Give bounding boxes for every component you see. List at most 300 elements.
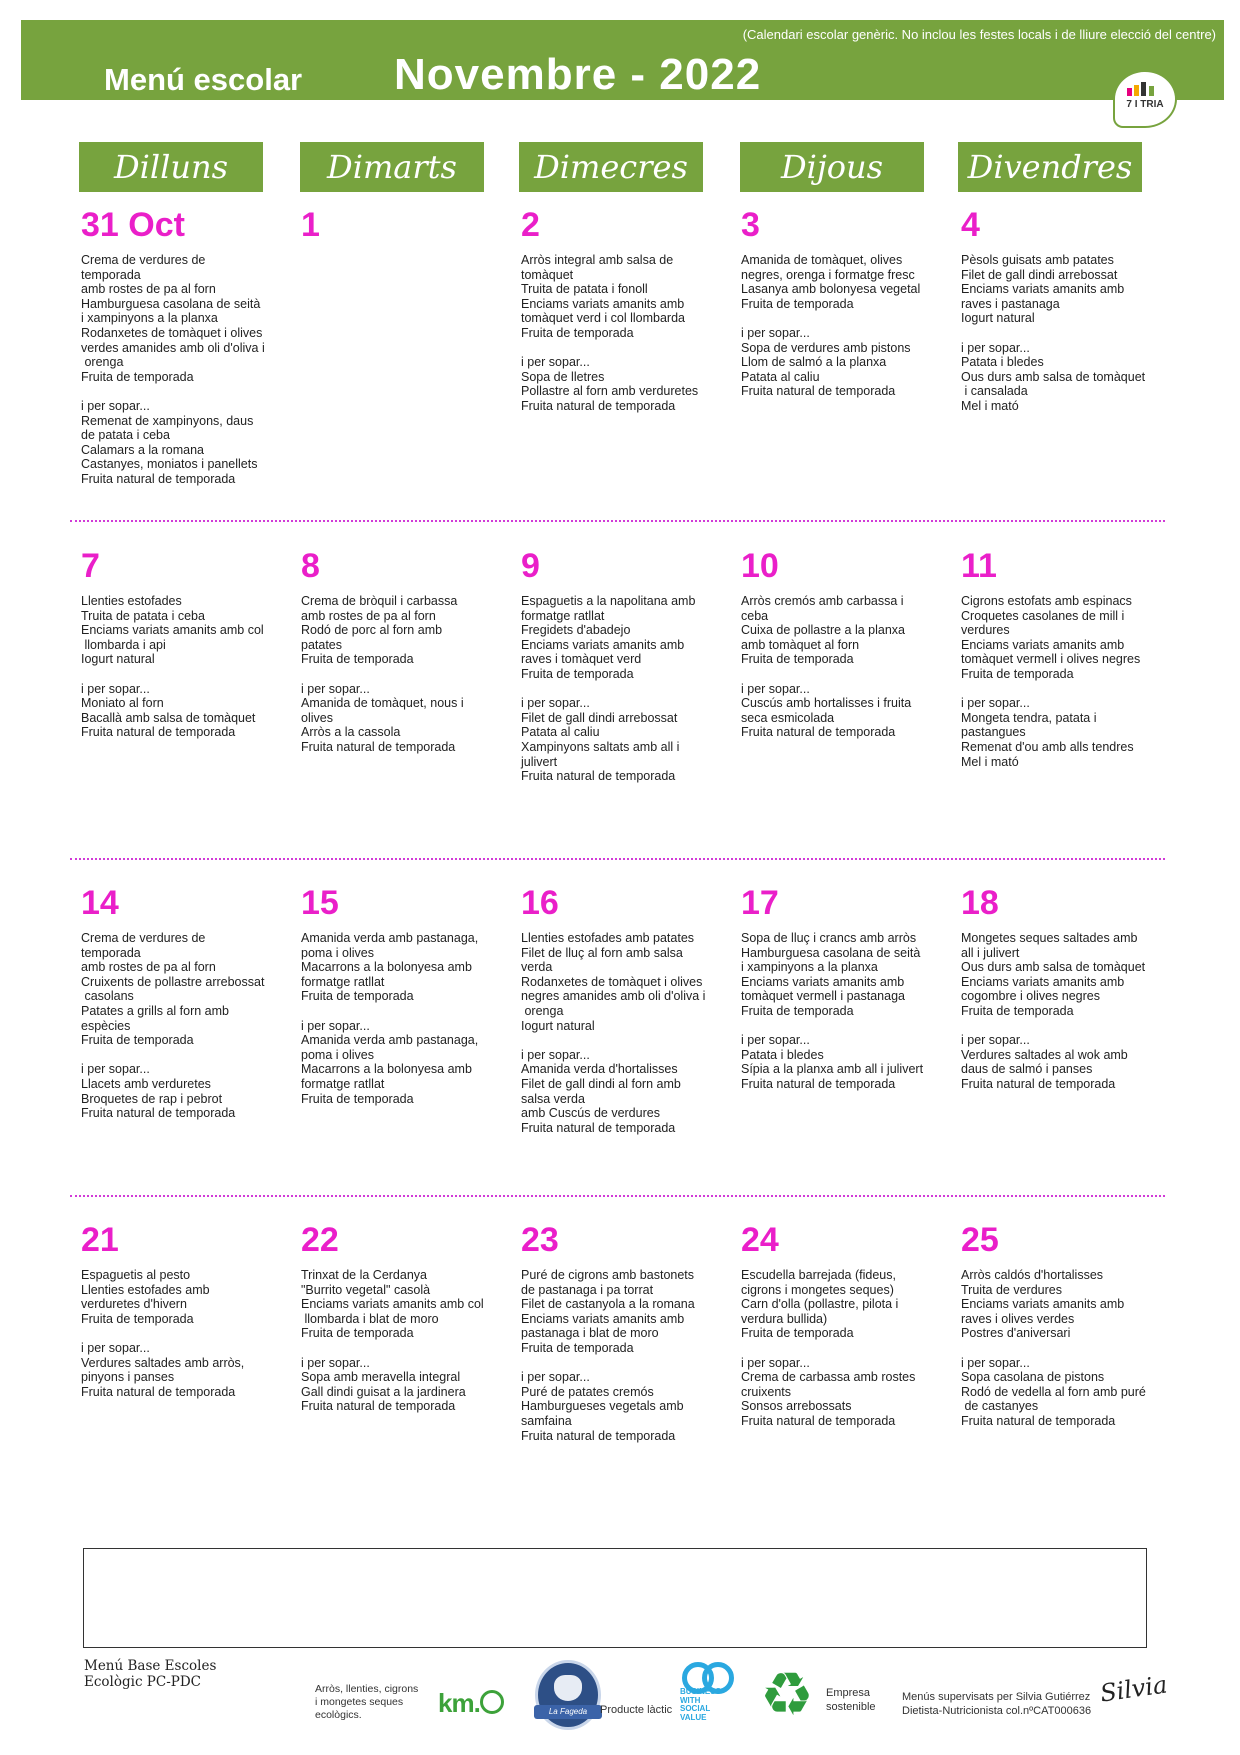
menu-line: tomàquet verd i col llombarda — [521, 311, 685, 326]
menu-line — [521, 682, 711, 697]
menu-line: cruixents — [741, 1384, 792, 1399]
menu-line: i per sopar... — [521, 696, 590, 711]
menu-line: cogombre i olives negres — [961, 989, 1100, 1004]
weekday-header: Dijous — [740, 142, 924, 192]
menu-line — [961, 1341, 1151, 1356]
menu-line: cigrons i mongetes seques) — [741, 1282, 894, 1297]
menu-line: Sopa casolana de pistons — [961, 1370, 1105, 1385]
menu-line: Rodó de vedella al forn amb puré — [961, 1384, 1146, 1399]
menu-line: poma i olives — [301, 945, 374, 960]
menu-line: Croquetes casolanes de mill i — [961, 608, 1125, 623]
menu-line: formatge ratllat — [301, 974, 385, 989]
menu-line: Fruita natural de temporada — [521, 769, 676, 784]
menu-line — [521, 1356, 711, 1371]
menu-line: Pollastre al forn amb verduretes — [521, 384, 699, 399]
menu-line: Fruita natural de temporada — [521, 1120, 676, 1135]
supervised-note — [902, 1690, 1091, 1718]
menu-line: Rodanxetes de tomàquet i olives — [521, 974, 703, 989]
menu-line: Sípia a la planxa amb all i julivert — [741, 1062, 924, 1077]
menu-items — [81, 931, 271, 1121]
day-cell — [521, 885, 711, 1135]
menu-line: Fruita natural de temporada — [301, 739, 456, 754]
menu-line: Cuscús amb hortalisses i fruita — [741, 696, 912, 711]
day-number: 22 — [301, 1221, 339, 1259]
menu-line: i per sopar... — [741, 325, 810, 340]
bsv-line: WITH — [680, 1695, 701, 1705]
day-number: 16 — [521, 884, 559, 922]
supervised-line: Menús supervisats per Silvia Gutiérrez — [902, 1691, 1091, 1703]
menu-line: raves i pastanaga — [961, 296, 1060, 311]
menu-line: Mongetes seques saltades amb — [961, 931, 1138, 945]
menu-line: i per sopar... — [81, 1062, 150, 1077]
menu-line: i per sopar... — [521, 1047, 590, 1062]
bsv-line: SOCIAL — [680, 1704, 711, 1713]
menu-line: de patata i ceba — [81, 428, 170, 443]
day-cell — [961, 207, 1151, 414]
menu-line: Amanida de tomàquet, nous i — [301, 696, 464, 711]
day-number: 23 — [521, 1221, 559, 1259]
menu-line: pinyons i panses — [81, 1370, 175, 1385]
menu-line: Patata al caliu — [521, 725, 600, 740]
day-cell — [301, 1222, 491, 1414]
notes-box — [83, 1548, 1147, 1648]
menu-line: patates — [301, 637, 343, 652]
menu-line: Moniato al forn — [81, 696, 164, 711]
menu-line: julivert — [521, 754, 558, 769]
menu-line: Patata i bledes — [741, 1047, 824, 1062]
menu-line: amb rostes de pa al forn — [81, 282, 216, 297]
menu-line: Escudella barrejada (fideus, — [741, 1268, 896, 1282]
menu-line: Castanyes, moniatos i panellets — [81, 457, 258, 472]
menu-line: all i julivert — [961, 945, 1020, 960]
menu-line: Puré de patates cremós — [521, 1384, 654, 1399]
menu-line: Puré de cigrons amb bastonets — [521, 1268, 695, 1282]
menu-line: Fruita natural de temporada — [741, 1413, 896, 1428]
menu-line: Remenat d'ou amb alls tendres — [961, 739, 1134, 754]
menu-line: de castanyes — [961, 1399, 1039, 1414]
menu-line: Hamburgueses vegetals amb — [521, 1399, 684, 1414]
menu-line — [301, 1341, 491, 1356]
menu-line: tomàquet vermell i pastanaga — [741, 989, 905, 1004]
menu-line: Postres d'aniversari — [961, 1326, 1071, 1341]
menu-line: salsa verda — [521, 1091, 585, 1106]
menu-line: Sopa de lluç i crancs amb arròs — [741, 931, 917, 945]
menu-line: amb rostes de pa al forn — [81, 960, 216, 975]
week-separator — [70, 858, 1165, 860]
menu-line: Arròs integral amb salsa de — [521, 253, 674, 267]
menu-line: Fregidets d'abadejo — [521, 623, 631, 638]
menu-line: Fruita de temporada — [81, 1033, 194, 1048]
menu-line — [521, 1033, 711, 1048]
day-number: 2 — [521, 206, 540, 244]
menu-line: i per sopar... — [521, 355, 590, 370]
menu-line: Filet de gall dindi al forn amb — [521, 1076, 681, 1091]
menu-line: Hamburguesa casolana de seità — [741, 945, 921, 960]
week-separator — [70, 1195, 1165, 1197]
menu-items — [961, 594, 1151, 769]
menu-line: Cruixents de pollastre arrebossat — [81, 974, 265, 989]
day-cell — [81, 885, 271, 1121]
day-number: 24 — [741, 1221, 779, 1259]
menu-items — [521, 594, 711, 784]
menu-items — [961, 931, 1151, 1092]
eco-note — [315, 1683, 418, 1722]
menu-line: Verdures saltades amb arròs, — [81, 1355, 245, 1370]
menu-line: Fruita de temporada — [521, 1340, 634, 1355]
menu-line: Crema de carbassa amb rostes — [741, 1370, 916, 1385]
menu-line: Fruita de temporada — [301, 652, 414, 667]
menu-line: Fruita natural de temporada — [81, 725, 236, 740]
menu-line: Enciams variats amanits amb — [521, 637, 685, 652]
header-bar — [21, 20, 1224, 100]
day-number: 1 — [301, 206, 320, 244]
menu-line: "Burrito vegetal" casolà — [301, 1282, 431, 1297]
menu-line: Llenties estofades amb — [81, 1282, 210, 1297]
day-cell — [521, 207, 711, 414]
logo-text: 7 I TRIA — [1126, 99, 1164, 110]
menu-line — [961, 326, 1151, 341]
menu-label: Menú escolar — [104, 62, 303, 97]
menu-line: Iogurt natural — [81, 652, 155, 667]
menu-line: Lasanya amb bolonyesa vegetal — [741, 282, 921, 297]
menu-line: i xampinyons a la planxa — [741, 960, 878, 975]
menu-items — [301, 931, 491, 1106]
menu-line: tomàquet — [521, 267, 574, 282]
menu-line: i xampinyons a la planxa — [81, 311, 218, 326]
menu-line: Arròs a la cassola — [301, 725, 401, 740]
menu-line: Sopa amb meravella integral — [301, 1370, 461, 1385]
menu-line: i cansalada — [961, 384, 1028, 399]
weekday-header: Dimarts — [300, 142, 484, 192]
day-cell — [81, 548, 271, 740]
menu-line — [81, 667, 271, 682]
day-cell — [521, 548, 711, 784]
menu-line: amb Cuscús de verdures — [521, 1106, 660, 1121]
menu-line: Fruita natural de temporada — [741, 1076, 896, 1091]
menu-line: Crema de bròquil i carbassa — [301, 594, 458, 608]
day-cell — [741, 1222, 931, 1429]
menu-line: Rodó de porc al forn amb — [301, 623, 443, 638]
menu-line: Fruita de temporada — [961, 1003, 1074, 1018]
menu-line: verda — [521, 960, 553, 975]
bsv-logo — [680, 1660, 738, 1722]
weekday-header: Dimecres — [519, 142, 703, 192]
day-number: 9 — [521, 547, 540, 585]
menu-line: samfaina — [521, 1413, 572, 1428]
menu-line: pastangues — [961, 725, 1026, 740]
menu-line: Bacallà amb salsa de tomàquet — [81, 710, 256, 725]
menu-line: Sopa de verdures amb pistons — [741, 340, 911, 355]
week-separator — [70, 520, 1165, 522]
menu-line: Calamars a la romana — [81, 442, 204, 457]
menu-line: Fruita natural de temporada — [521, 398, 676, 413]
eco-note-line: ecològics. — [315, 1709, 362, 1721]
menu-line: Fruita de temporada — [301, 1326, 414, 1341]
menu-items — [81, 1268, 271, 1399]
7-i-tria-logo — [1113, 70, 1177, 128]
menu-line: i per sopar... — [81, 1340, 150, 1355]
menu-line: Fruita de temporada — [741, 296, 854, 311]
menu-line: verdes amanides amb oli d'oliva i — [81, 340, 265, 355]
menu-line: orenga — [81, 355, 124, 370]
menu-line: Fruita natural de temporada — [301, 1399, 456, 1414]
menu-line — [81, 1048, 271, 1063]
day-number: 7 — [81, 547, 100, 585]
menu-line: espècies — [81, 1018, 131, 1033]
calendar-note: (Calendari escolar genèric. No inclou les festes locals i de lliure elecció del centre) — [742, 27, 1216, 42]
menu-line — [301, 1004, 491, 1019]
menu-line: casolans — [81, 989, 134, 1004]
menu-line: Pèsols guisats amb patates — [961, 253, 1114, 267]
day-cell — [301, 548, 491, 755]
day-cell — [741, 207, 931, 399]
menu-line: Sonsos arrebossats — [741, 1399, 852, 1414]
menu-line — [741, 667, 931, 682]
menu-line: Mongeta tendra, patata i — [961, 710, 1097, 725]
menu-line: Enciams variats amanits amb col — [81, 623, 264, 638]
menu-line: Llenties estofades — [81, 594, 182, 608]
menu-line: verduretes d'hivern — [81, 1297, 187, 1312]
menu-line: Amanida verda amb pastanaga, — [301, 931, 479, 945]
menu-line: i per sopar... — [301, 681, 370, 696]
menu-line: Llom de salmó a la planxa — [741, 355, 887, 370]
la-fageda-logo — [535, 1660, 601, 1730]
menu-line: raves i tomàquet verd — [521, 652, 642, 667]
menu-line: Fruita natural de temporada — [81, 1384, 236, 1399]
menu-line: Enciams variats amanits amb col — [301, 1297, 484, 1312]
la-fageda-label: La Fageda — [534, 1705, 602, 1719]
day-cell — [521, 1222, 711, 1443]
menu-line: Patates a grills al forn amb — [81, 1003, 229, 1018]
day-number: 15 — [301, 884, 339, 922]
menu-line: daus de salmó i panses — [961, 1062, 1093, 1077]
menu-line: Truita de patata i ceba — [81, 608, 205, 623]
empresa-line: sostenible — [826, 1701, 876, 1713]
day-cell — [81, 1222, 271, 1399]
menu-line: Hamburguesa casolana de seità — [81, 296, 261, 311]
recycle-icon: ♻ — [760, 1661, 814, 1728]
menu-line: Fruita de temporada — [961, 666, 1074, 681]
menu-line: amb rostes de pa al forn — [301, 608, 436, 623]
menu-line: Enciams variats amanits amb — [961, 974, 1125, 989]
menu-line: Verdures saltades al wok amb — [961, 1047, 1128, 1062]
weekday-header: Dilluns — [79, 142, 263, 192]
menu-items — [301, 1268, 491, 1414]
menu-line: Rodanxetes de tomàquet i olives — [81, 325, 263, 340]
day-cell — [961, 1222, 1151, 1429]
menu-line: Macarrons a la bolonyesa amb — [301, 960, 472, 975]
menu-line: poma i olives — [301, 1047, 374, 1062]
menu-line: Fruita de temporada — [521, 666, 634, 681]
menu-line: Cigrons estofats amb espinacs — [961, 594, 1132, 608]
menu-line: i per sopar... — [961, 1033, 1030, 1048]
menu-line: formatge ratllat — [521, 608, 605, 623]
menu-line: llombarda i api — [81, 637, 166, 652]
menu-line: Xampinyons saltats amb all i — [521, 739, 680, 754]
empresa-sostenible — [826, 1686, 876, 1714]
menu-line — [81, 1326, 271, 1341]
logo-bars-icon — [1127, 82, 1163, 96]
menu-line: Enciams variats amanits amb — [741, 974, 905, 989]
menu-line: Crema de verdures de — [81, 931, 206, 945]
menu-line: Fruita de temporada — [81, 369, 194, 384]
menu-line — [741, 311, 931, 326]
menu-items — [741, 594, 931, 740]
day-cell — [741, 885, 931, 1092]
menu-line: olives — [301, 710, 333, 725]
menu-line: Fruita natural de temporada — [81, 471, 236, 486]
menu-line: Arròs caldós d'hortalisses — [961, 1268, 1104, 1282]
footer-line: Ecològic PC-PDC — [84, 1674, 202, 1690]
menu-line: i per sopar... — [301, 1355, 370, 1370]
menu-line: Fruita de temporada — [301, 1091, 414, 1106]
menu-line: Crema de verdures de — [81, 253, 206, 267]
menu-line: pastanaga i blat de moro — [521, 1326, 659, 1341]
menu-items — [741, 253, 931, 399]
menu-line: Iogurt natural — [521, 1018, 595, 1033]
weekday-header: Divendres — [958, 142, 1142, 192]
menu-line: Fruita natural de temporada — [81, 1106, 236, 1121]
day-cell — [961, 885, 1151, 1092]
eco-note-line: Arròs, llenties, cigrons — [315, 1683, 419, 1695]
menu-line: Amanida verda d'hortalisses — [521, 1062, 678, 1077]
menu-items — [81, 253, 271, 487]
menu-line: Filet de gall dindi arrebossat — [961, 267, 1118, 282]
menu-items — [961, 1268, 1151, 1429]
menu-line — [301, 667, 491, 682]
menu-line: de pastanaga i pa torrat — [521, 1282, 654, 1297]
bsv-line: BUSINESS — [680, 1687, 721, 1696]
menu-line: Enciams variats amanits amb — [961, 637, 1125, 652]
menu-line: Mel i mató — [961, 754, 1019, 769]
menu-line: Enciams variats amanits amb — [961, 1297, 1125, 1312]
day-cell — [301, 207, 491, 253]
menu-line: Amanida verda amb pastanaga, — [301, 1033, 479, 1048]
bsv-line: VALUE — [680, 1712, 707, 1722]
menu-line: i per sopar... — [521, 1370, 590, 1385]
km-text: km. — [438, 1688, 480, 1718]
day-number: 8 — [301, 547, 320, 585]
menu-line: i per sopar... — [741, 681, 810, 696]
menu-line: formatge ratllat — [301, 1076, 385, 1091]
menu-line: Llacets amb verduretes — [81, 1076, 211, 1091]
menu-line: Mel i mató — [961, 398, 1019, 413]
day-cell — [81, 207, 271, 487]
menu-line — [81, 384, 271, 399]
menu-line: amb tomàquet al forn — [741, 637, 860, 652]
menu-items — [521, 253, 711, 414]
menu-line: temporada — [81, 267, 141, 282]
menu-line: raves i olives verdes — [961, 1311, 1075, 1326]
menu-line: Amanida de tomàquet, olives — [741, 253, 903, 267]
menu-line: Espaguetis al pesto — [81, 1268, 191, 1282]
menu-line — [741, 1019, 931, 1034]
day-cell — [961, 548, 1151, 769]
menu-line: i per sopar... — [301, 1018, 370, 1033]
footer-menu-base — [84, 1658, 216, 1690]
menu-line: Gall dindi guisat a la jardinera — [301, 1384, 466, 1399]
menu-line: Fruita natural de temporada — [741, 384, 896, 399]
eco-note-line: i mongetes seques — [315, 1696, 404, 1708]
km-zero-ring-icon — [480, 1690, 504, 1714]
menu-line — [961, 1019, 1151, 1034]
menu-line: i per sopar... — [961, 1355, 1030, 1370]
menu-line: Fruita natural de temporada — [741, 725, 896, 740]
day-number: 25 — [961, 1221, 999, 1259]
menu-items — [521, 931, 711, 1135]
menu-items — [521, 1268, 711, 1443]
menu-line: tomàquet vermell i olives negres — [961, 652, 1141, 667]
menu-line: Sopa de lletres — [521, 369, 605, 384]
month-title: Novembre - 2022 — [394, 50, 762, 99]
menu-line: Ous durs amb salsa de tomàquet — [961, 369, 1146, 384]
menu-line: verdures — [961, 623, 1010, 638]
menu-line: i per sopar... — [961, 340, 1030, 355]
menu-items — [741, 931, 931, 1092]
day-number: 14 — [81, 884, 119, 922]
day-number: 11 — [961, 547, 997, 585]
menu-line — [741, 1341, 931, 1356]
menu-line: Fruita de temporada — [81, 1311, 194, 1326]
menu-line: Macarrons a la bolonyesa amb — [301, 1062, 472, 1077]
menu-items — [961, 253, 1151, 414]
menu-line: Broquetes de rap i pebrot — [81, 1091, 223, 1106]
menu-line — [961, 682, 1151, 697]
menu-line: Llenties estofades amb patates — [521, 931, 695, 945]
menu-line: Enciams variats amanits amb — [521, 1311, 685, 1326]
menu-line: i per sopar... — [961, 696, 1030, 711]
menu-line: Filet de castanyola a la romana — [521, 1297, 695, 1312]
menu-line: Fruita natural de temporada — [521, 1428, 676, 1443]
menu-line: i per sopar... — [81, 681, 150, 696]
menu-line: Filet de gall dindi arrebossat — [521, 710, 678, 725]
menu-line: temporada — [81, 945, 141, 960]
menu-line: Truita de patata i fonoll — [521, 282, 648, 297]
day-number: 10 — [741, 547, 779, 585]
infinity-icon — [680, 1660, 732, 1688]
day-number: 18 — [961, 884, 999, 922]
menu-line: Fruita de temporada — [521, 325, 634, 340]
menu-line: Cuixa de pollastre a la planxa — [741, 623, 905, 638]
menu-line: Fruita de temporada — [301, 989, 414, 1004]
menu-items — [81, 594, 271, 740]
menu-line: Filet de lluç al forn amb salsa — [521, 945, 683, 960]
menu-line: Arròs cremós amb carbassa i — [741, 594, 904, 608]
menu-line: Trinxat de la Cerdanya — [301, 1268, 427, 1282]
day-number: 4 — [961, 206, 980, 244]
menu-line: i per sopar... — [741, 1033, 810, 1048]
menu-items — [741, 1268, 931, 1429]
menu-line: Enciams variats amanits amb — [521, 296, 685, 311]
km0-logo — [438, 1688, 504, 1719]
cow-icon — [554, 1675, 582, 1701]
menu-line: negres amanides amb oli d'oliva i — [521, 989, 706, 1004]
day-cell — [741, 548, 931, 740]
menu-line: Ous durs amb salsa de tomàquet — [961, 960, 1146, 975]
day-number: 17 — [741, 884, 779, 922]
menu-line: Patata al caliu — [741, 369, 820, 384]
menu-line: Fruita natural de temporada — [961, 1413, 1116, 1428]
menu-line: Iogurt natural — [961, 311, 1035, 326]
menu-line: Fruita de temporada — [741, 1326, 854, 1341]
menu-line: Remenat de xampinyons, daus — [81, 413, 254, 428]
day-number: 21 — [81, 1221, 119, 1259]
empresa-line: Empresa — [826, 1687, 871, 1699]
menu-line: seca esmicolada — [741, 710, 835, 725]
menu-line: Carn d'olla (pollastre, pilota i — [741, 1297, 899, 1312]
menu-line: orenga — [521, 1003, 564, 1018]
menu-line: negres, orenga i formatge fresc — [741, 267, 915, 282]
